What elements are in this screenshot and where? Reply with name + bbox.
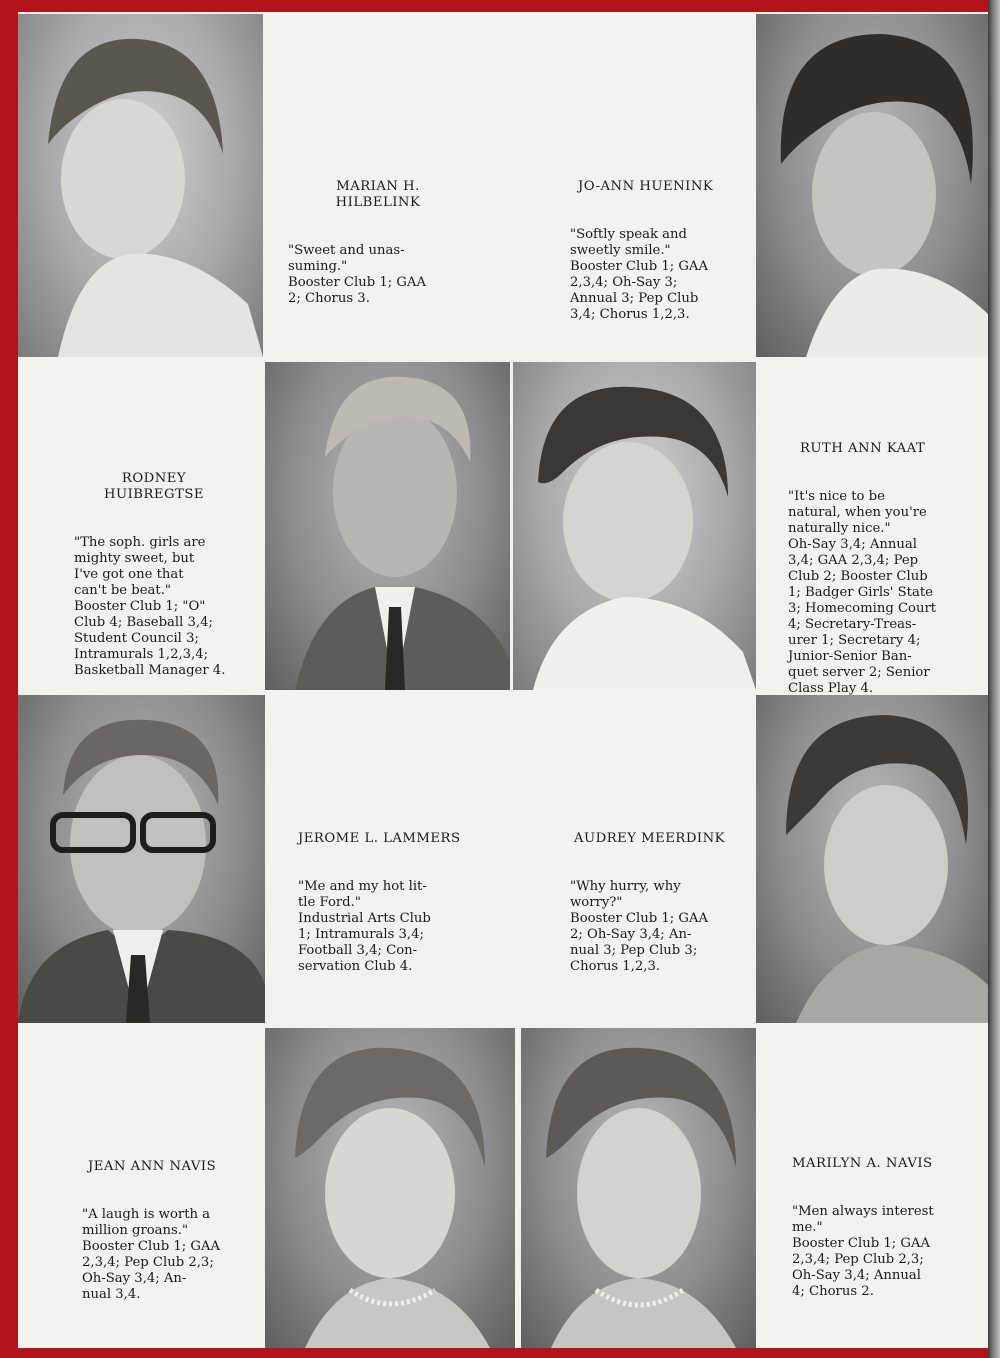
portrait-photo-lammers [18, 695, 265, 1023]
boy-portrait-icon [18, 695, 265, 1023]
bio-huibregtse [74, 439, 234, 711]
student-bio: "It's nice to be natural, when you're naturally nice." Oh-Say 3,4; Annual 3,4; GAA 2,3,4; Pep Club 2; Booster Club 1; Badger Girls' State 3; Homecoming Court 4; Secretary-Treas- urer 1; Secretary 4; Junior-Senior Ban- quet server 2; Senior Class Play 4. [788, 489, 937, 696]
student-name: JEROME L. LAMMERS [298, 831, 461, 846]
student-bio: "Me and my hot lit- tle Ford." Industrial Arts Club 1; Intramurals 3,4; Football 3,4; Con- servation Club 4. [298, 879, 431, 974]
boy-portrait-icon [265, 362, 510, 690]
bio-jean-navis [82, 1127, 220, 1335]
student-bio: "Softly speak and sweetly smile." Booster Club 1; GAA 2,3,4; Oh-Say 3; Annual 3; Pep Club 3,4; Chorus 1,2,3. [570, 227, 708, 322]
portrait-photo-kaat [513, 362, 756, 690]
girl-portrait-icon [18, 14, 263, 357]
student-name: JO-ANN HUENINK [578, 179, 714, 194]
bio-marilyn-navis [792, 1124, 934, 1332]
girl-portrait-icon [265, 1028, 515, 1348]
bio-lammers [298, 799, 461, 1007]
yearbook-page [18, 12, 988, 1348]
bio-hilbelink [288, 147, 468, 339]
girl-portrait-icon [756, 14, 988, 357]
student-bio: "Why hurry, why worry?" Booster Club 1; GAA 2; Oh-Say 3,4; An- nual 3; Pep Club 3; Chorus 1,2,3. [570, 879, 708, 974]
student-name: MARIAN H. HILBELINK [335, 179, 421, 210]
girl-portrait-icon [513, 362, 756, 690]
student-name: MARILYN A. NAVIS [792, 1156, 933, 1171]
student-bio: "A laugh is worth a million groans." Booster Club 1; GAA 2,3,4; Pep Club 2,3; Oh-Say 3,4; An- nual 3,4. [82, 1207, 220, 1302]
portrait-photo-marilyn-navis [521, 1028, 756, 1348]
portrait-photo-huenink [756, 14, 988, 357]
student-name: JEAN ANN NAVIS [88, 1159, 217, 1174]
student-name: RODNEY HUIBREGTSE [103, 471, 205, 502]
student-name: AUDREY MEERDINK [574, 831, 726, 846]
bio-kaat [788, 409, 936, 729]
student-bio: "Men always interest me." Booster Club 1; GAA 2,3,4; Pep Club 2,3; Oh-Say 3,4; Annual 4; Chorus 2. [792, 1204, 934, 1299]
student-name: RUTH ANN KAAT [800, 441, 926, 456]
portrait-photo-jean-navis [265, 1028, 515, 1348]
student-bio: "The soph. girls are mighty sweet, but I've got one that can't be beat." Booster Club 1; "O" Club 4; Baseball 3,4; Student Council 3; Intramurals 1,2,3,4; Basketball Manager 4. [74, 535, 226, 678]
portrait-photo-hilbelink [18, 14, 263, 357]
portrait-photo-huibregtse [265, 362, 510, 690]
bio-huenink [570, 147, 713, 355]
girl-portrait-icon [756, 695, 988, 1023]
bio-meerdink [570, 799, 725, 1007]
portrait-photo-meerdink [756, 695, 988, 1023]
student-bio: "Sweet and unas- suming." Booster Club 1; GAA 2; Chorus 3. [288, 243, 426, 306]
page-binding-edge [988, 0, 1000, 1358]
girl-portrait-icon [521, 1028, 756, 1348]
